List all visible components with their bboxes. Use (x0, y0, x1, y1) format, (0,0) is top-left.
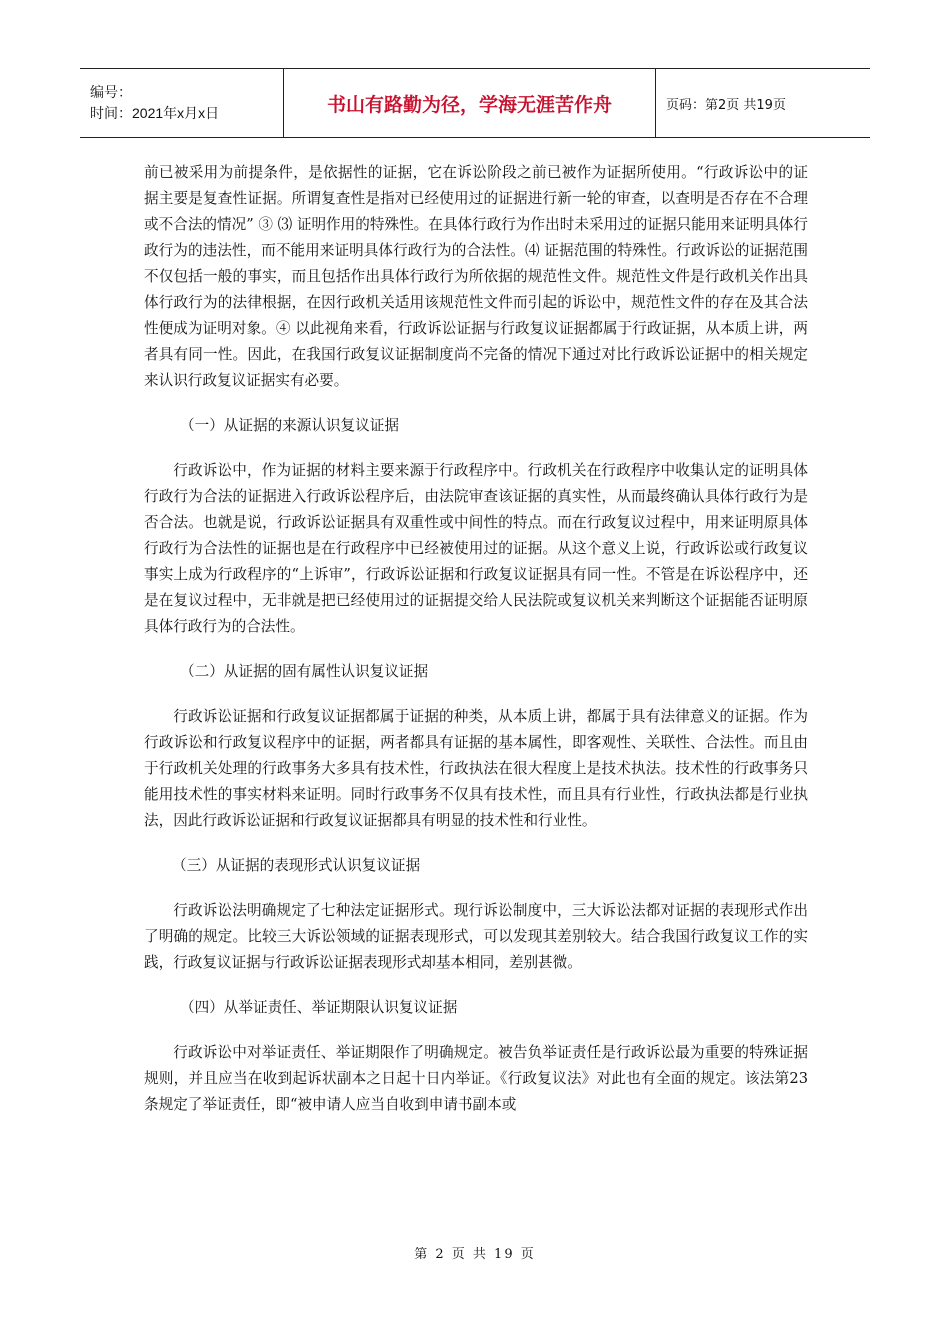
section-paragraph-3: 行政诉讼法明确规定了七种法定证据形式。现行诉讼制度中，三大诉讼法都对证据的表现形式作出了明确的规定。比较三大诉讼领域的证据表现形式，可以发现其差别较大。结合我国行政复议工作的实践，行政复议证据与行政诉讼证据表现形式却基本相同，差别甚微。 (144, 902, 808, 971)
motto-text: 书山有路勤为径，学海无涯苦作舟 (326, 93, 612, 116)
section-paragraph-1: 行政诉讼中，作为证据的材料主要来源于行政程序中。行政机关在行政程序中收集认定的证明具体行政行为合法的证据进入行政诉讼程序后，由法院审查该证据的真实性，从而最终确认具体行政行为是否合法。也就是说，行政诉讼证据具有双重性或中间性的特点。而在行政复议过程中，用来证明原具体行政行为合法性的证据也是在行政程序中已经被使用过的证据。从这个意义上说，行政诉讼或行政复议事实上成为行政程序的“上诉审”，行政诉讼证据和行政复议证据具有同一性。不管是在诉讼程序中，还是在复议过程中，无非就是把已经使用过的证据提交给人民法院或复议机关来判断这个证据能否证明原具体行政行为的合法性。 (144, 462, 808, 635)
header-page-cell (656, 69, 870, 137)
section-paragraph-2: 行政诉讼证据和行政复议证据都属于证据的种类，从本质上讲，都属于具有法律意义的证据。作为行政诉讼和行政复议程序中的证据，两者都具有证据的基本属性，即客观性、关联性、合法性。而且由于行政机关处理的行政事务大多具有技术性，行政执法在很大程度上是技术执法。技术性的行政事务只能用技术性的事实材料来证明。同时行政事务不仅具有技术性，而且具有行业性，行政执法都是行业执法，因此行政诉讼证据和行政复议证据都具有明显的技术性和行业性。 (144, 708, 808, 829)
serial-number-label: 编号： (90, 84, 132, 100)
section-heading-2: （二）从证据的固有属性认识复议证据 (180, 663, 429, 680)
header-meta-cell (80, 69, 284, 137)
page-footer: 第 2 页 共 19 页 (414, 1247, 536, 1262)
date-label: 时间：2021年x月x日 (90, 105, 220, 121)
section-heading-3: （三）从证据的表现形式认识复议证据 (172, 857, 421, 874)
intro-paragraph: 前已被采用为前提条件，是依据性的证据，它在诉讼阶段之前已被作为证据所使用。“行政诉讼中的证据主要是复查性证据。所谓复查性是指对已经使用过的证据进行新一轮的审查，以查明是否存在不合理或不合法的情况” ③ ⑶ 证明作用的特殊性。在具体行政行为作出时未采用过的证据只能用来证明具体行政行为的违法性，而不能用来证明具体行政行为的合法性。⑷ 证据范围的特殊性。行政诉讼的证据范围不仅包括一般的事实，而且包括作出具体行政行为所依据的规范性文件。规范性文件是行政机关作出具体行政行为的法律根据，在因行政机关适用该规范性文件而引起的诉讼中，规范性文件的存在及其合法性便成为证明对象。④ 以此视角来看，行政诉讼证据与行政复议证据都属于行政证据，从本质上讲，两者具有同一性。因此，在我国行政复议证据制度尚不完备的情况下通过对比行政诉讼证据中的相关规定来认识行政复议证据实有必要。 (144, 164, 808, 389)
header-table (80, 68, 870, 138)
section-heading-1: （一）从证据的来源认识复议证据 (180, 417, 399, 434)
body-content (144, 160, 808, 1118)
section-heading-4: （四）从举证责任、举证期限认识复议证据 (180, 999, 458, 1016)
section-paragraph-4: 行政诉讼中对举证责任、举证期限作了明确规定。被告负举证责任是行政诉讼最为重要的特殊证据规则，并且应当在收到起诉状副本之日起十日内举证。《行政复议法》对此也有全面的规定。该法第23条规定了举证责任，即“被申请人应当自收到申请书副本或 (144, 1044, 808, 1113)
page-number-info: 页码：第2页 共19页 (666, 97, 786, 113)
header-motto-cell (284, 69, 656, 137)
